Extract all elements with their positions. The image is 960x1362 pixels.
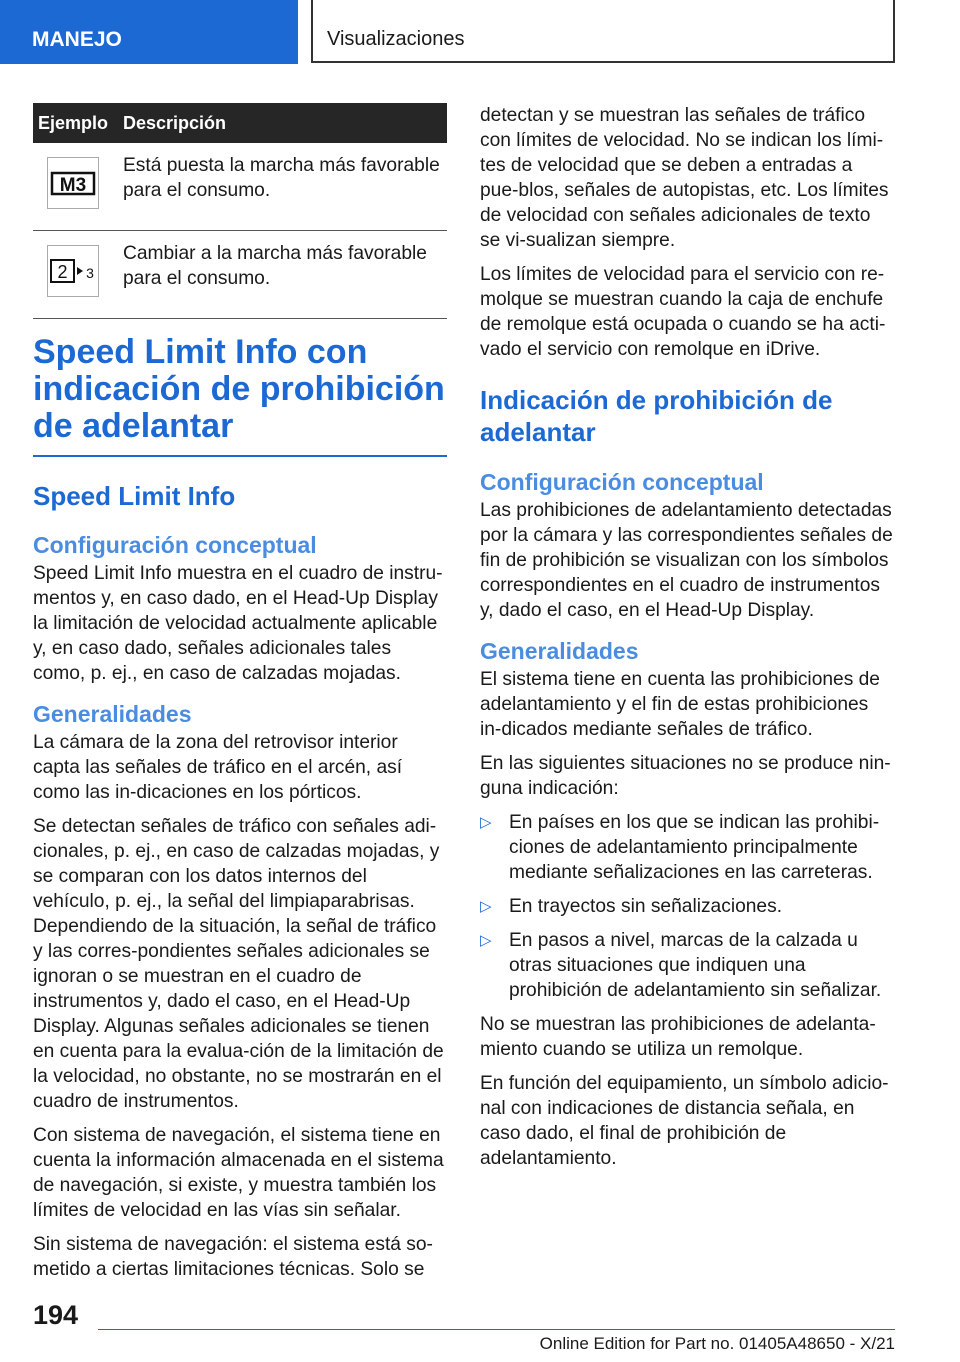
- edition-footer: Online Edition for Part no. 01405A48650 - X/21: [539, 1334, 895, 1353]
- section-heading: Speed Limit Info con indicación de prohibición de adelantar: [33, 333, 445, 445]
- overtaking-concept-heading: Configuración conceptual: [480, 469, 764, 495]
- list-item: ▷ En países en los que se indican las prohibi-ciones de adelantamiento principalmente mediante señalizaciones en las carreteras.: [480, 812, 880, 883]
- heading-divider: [33, 455, 447, 457]
- overtaking-general-paragraph-2: En las siguientes situaciones no se produce nin-guna indicación:: [480, 753, 891, 799]
- shift-2-to-3-icon: [47, 245, 99, 297]
- overtaking-general-paragraph-1: El sistema tiene en cuenta las prohibiciones de adelantamiento y el fin de estas prohibiciones in-dicados mediante señales de tráfico.: [480, 669, 880, 740]
- speed-limit-heading: Speed Limit Info: [33, 481, 236, 511]
- concept-paragraph: Speed Limit Info muestra en el cuadro de instru-mentos y, en caso dado, en el Head-Up Display la limitación de velocidad actualmente aplicable y, en caso dado, señales adicionales tales como, p. ej., en caso de calzadas mojadas.: [33, 563, 443, 684]
- overtaking-general-heading: Generalidades: [480, 638, 639, 664]
- column-header-example: Ejemplo: [33, 103, 113, 143]
- column-header-description: Descripción: [113, 103, 447, 143]
- footer-divider: [98, 1329, 895, 1330]
- list-item: ▷ En pasos a nivel, marcas de la calzada u otras situaciones que indiquen una prohibición de adelantamiento sin señalizar.: [480, 930, 882, 1001]
- description-cell: Está puesta la marcha más favorable para el consumo.: [113, 143, 447, 231]
- triangle-bullet-icon: ▷: [480, 898, 492, 915]
- description-cell: Cambiar a la marcha más favorable para el consumo.: [113, 231, 447, 319]
- triangle-bullet-icon: ▷: [480, 932, 492, 949]
- examples-table: [33, 103, 447, 319]
- concept-heading: Configuración conceptual: [33, 532, 317, 558]
- no-indication-list: [480, 810, 894, 1003]
- section-title: MANEJO: [32, 28, 122, 51]
- general-heading: Generalidades: [33, 701, 192, 727]
- overtaking-general-paragraph-4: En función del equipamiento, un símbolo adicio-nal con indicaciones de distancia señala, en caso dado, el final de prohibición de adelantamiento.: [480, 1073, 889, 1169]
- trailer-paragraph: Los límites de velocidad para el servicio con re-molque se muestran cuando la caja de enchufe de remolque está ocupada o cuando se ha acti-vado el servicio con remolque en iDrive.: [480, 264, 886, 360]
- right-column: [480, 103, 894, 1180]
- general-paragraph-1: La cámara de la zona del retrovisor interior capta las señales de tráfico en el arcén, así como las in-dicaciones en los pórticos.: [33, 732, 403, 803]
- shift-from-label: 2: [57, 262, 68, 282]
- page-number: 194: [33, 1300, 79, 1330]
- continued-paragraph: detectan y se muestran las señales de tráfico con límites de velocidad. No se indican los lími-tes de velocidad que se deben a entradas a pue-blos, señales de autopistas, etc. Los límites de velocidad con señales adicionales de texto se vi-sualizan siempre.: [480, 105, 889, 251]
- table-header-row: [33, 103, 447, 143]
- table-row: [33, 231, 447, 319]
- section-tab: [0, 0, 298, 64]
- shift-to-label: 3: [86, 265, 94, 281]
- general-paragraph-4: Sin sistema de navegación: el sistema está so-metido a ciertas limitaciones técnicas. Solo se: [33, 1234, 433, 1280]
- list-item: ▷ En trayectos sin señalizaciones.: [480, 896, 783, 917]
- general-paragraph-3: Con sistema de navegación, el sistema tiene en cuenta la información almacenada en el sistema de navegación, si existe, y muestra también los límites de velocidad en las vías sin señalar.: [33, 1125, 444, 1221]
- chapter-title: Visualizaciones: [327, 28, 465, 50]
- triangle-bullet-icon: ▷: [480, 814, 492, 831]
- overtaking-heading: Indicación de prohibición de adelantar: [480, 385, 833, 447]
- gear-m3-label: M3: [59, 175, 87, 196]
- overtaking-concept-paragraph: Las prohibiciones de adelantamiento detectadas por la cámara y las correspondientes señales de fin de prohibición se visualizan con los símbolos correspondientes en el cuadro de instrumentos y, dado el caso, en el Head-Up Display.: [480, 500, 893, 621]
- table-row: [33, 143, 447, 231]
- overtaking-general-paragraph-3: No se muestran las prohibiciones de adelanta-miento cuando se utiliza un remolque.: [480, 1014, 876, 1060]
- chapter-tab: [311, 0, 895, 63]
- gear-m3-icon: [47, 157, 99, 209]
- general-paragraph-2: Se detectan señales de tráfico con señales adi-cionales, p. ej., en caso de calzadas mojadas, y se comparan con los datos internos del vehículo, p. ej., la señal del limpiaparabrisas. Dependiendo de la situación, la señal de tráfico y las corres-pondientes señales adicionales se ignoran o se muestran en el cuadro de instrumentos y, dado el caso, en el Head-Up Display. Algunas señales adicionales se tienen en cuenta para la evalua-ción de la limitación de la velocidad, no obstante, no se mostrarán en el cuadro de instrumentos.: [33, 816, 444, 1112]
- left-column: [33, 334, 447, 1291]
